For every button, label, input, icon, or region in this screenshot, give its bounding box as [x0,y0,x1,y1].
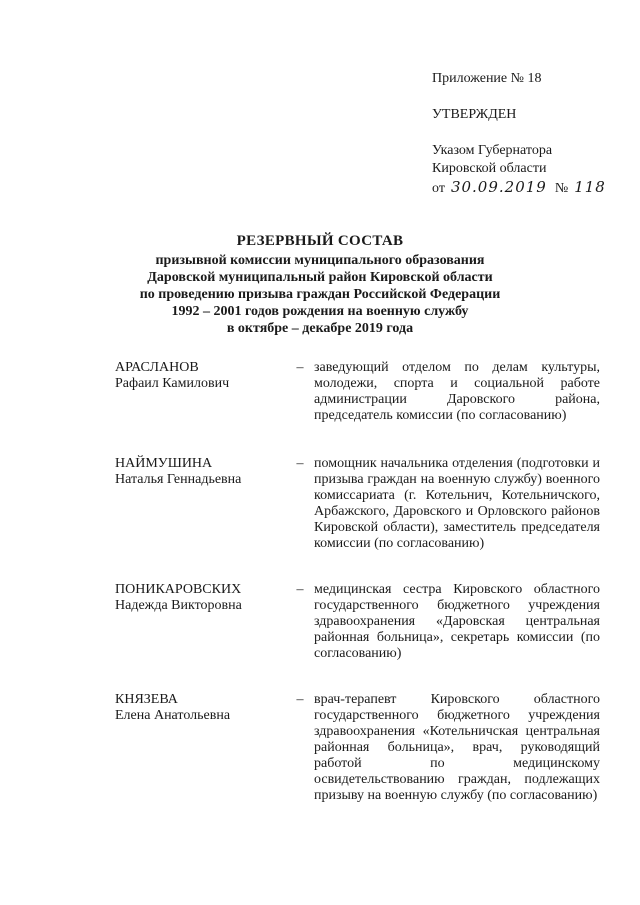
handwritten-number: 118 [574,178,606,196]
document-title [100,233,540,337]
members-list [115,360,600,804]
member-description: помощник начальника отделения (подготовки и призыва граждан на военную службу) военного комиссариата (г. Котельнич, Котельничского, Арбажского, Даровского и Орловского районов Кировской области), заместитель председателя комиссии (по согласованию) [314,456,600,551]
title-line: Даровской муниципальный район Кировской области [147,270,493,285]
member-person [115,456,285,488]
handwritten-date: 30.09.2019 [450,178,547,196]
approval-header [432,70,622,198]
member-entry [115,360,600,424]
member-entry [115,456,600,552]
member-dash: – [296,360,304,375]
member-surname: АРАСЛАНОВ [115,360,199,375]
member-entry [115,582,600,662]
from-label: от [432,181,445,196]
member-dash: – [296,582,304,597]
title-line: призывной комиссии муниципального образования [155,253,485,268]
member-surname: ПОНИКАРОВСКИХ [115,582,242,597]
member-person [115,692,285,724]
title-main: РЕЗЕРВНЫЙ СОСТАВ [236,233,404,249]
member-description: врач-терапевт Кировского областного государственного бюджетного учреждения здравоохранения «Котельничская центральная районная больница», врач, руководящий работой по медицинскому освидетельствованию граждан, подлежащих призыву на военную службу (по согласованию) [314,692,600,803]
member-name: Надежда Викторовна [115,598,242,613]
member-description: медицинская сестра Кировского областного государственного бюджетного учреждения здравоохранения «Даровская центральная районная больница», секретарь комиссии (по согласованию) [314,582,600,661]
date-number-line [432,178,622,198]
member-dash: – [296,692,304,707]
member-surname: НАЙМУШИНА [115,456,213,471]
member-surname: КНЯЗЕВА [115,692,178,707]
member-name: Елена Анатольевна [115,708,231,723]
member-description: заведующий отделом по делам культуры, молодежи, спорта и социальной работе администрации Даровского района, председатель комиссии (по согласованию) [314,360,600,423]
member-name: Наталья Геннадьевна [115,472,242,487]
member-dash: – [296,456,304,471]
number-sign: № [554,181,569,196]
title-line: по проведению призыва граждан Российской Федерации [139,287,501,302]
member-person [115,360,285,392]
member-entry [115,692,600,804]
member-person [115,582,285,614]
title-line: в октябре – декабре 2019 года [226,321,414,336]
decree-block [432,142,622,198]
approved-label: УТВЕРЖДЕН [432,107,517,122]
member-name: Рафаил Камилович [115,376,230,391]
decree-line-1: Указом Губернатора [432,143,553,158]
decree-line-2: Кировской области [432,161,547,176]
title-line: 1992 – 2001 годов рождения на военную службу [171,304,469,319]
appendix-number: Приложение № 18 [432,71,542,86]
